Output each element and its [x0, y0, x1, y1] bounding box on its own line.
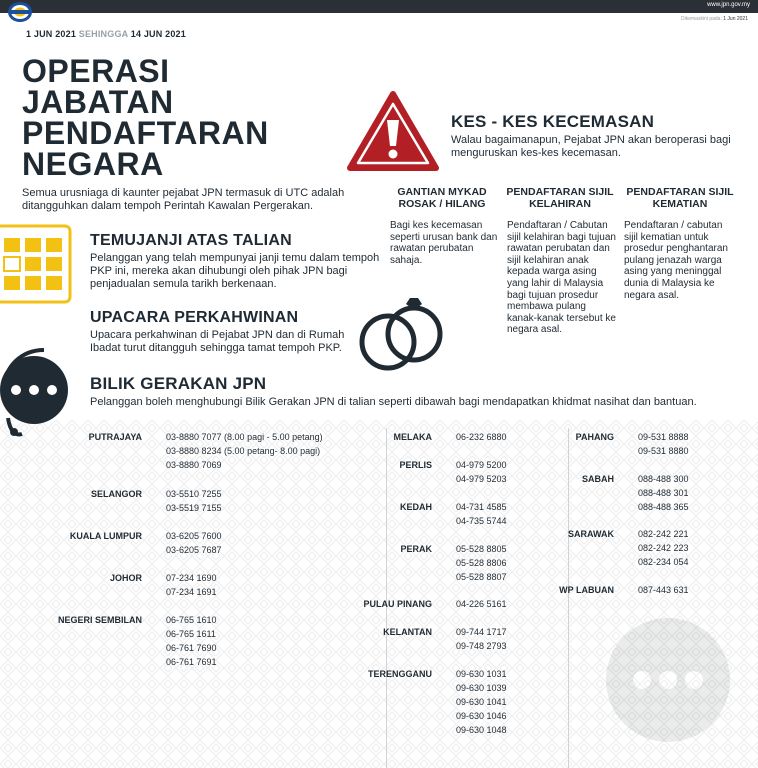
phone-number: 04-731 4585 — [456, 502, 507, 512]
contact-state: PULAU PINANG — [363, 599, 432, 609]
contact-phones — [166, 529, 222, 557]
phone-number: 088-488 300 — [638, 474, 689, 484]
contact-phones — [638, 583, 689, 597]
phone-number: 082-242 221 — [638, 529, 689, 539]
phone-number: 04-979 5200 — [456, 460, 507, 470]
contact-phones — [456, 667, 507, 737]
phone-number: 03-8880 8234 (5.00 petang- 8.00 pagi) — [166, 446, 321, 456]
calendar-icon — [0, 224, 72, 304]
contact-state: SABAH — [581, 474, 614, 484]
phone-number: 087-443 631 — [638, 585, 689, 595]
contact-state: KEDAH — [399, 502, 432, 512]
contact-state: PERLIS — [399, 460, 432, 470]
contact-state: PUTRAJAYA — [88, 432, 142, 442]
phone-number: 04-226 5161 — [456, 599, 507, 609]
contact-phones — [456, 542, 507, 584]
contact-state: MELAKA — [393, 432, 432, 442]
phone-number: 05-528 8807 — [456, 572, 507, 582]
phone-number: 06-232 6880 — [456, 432, 507, 442]
contact-phones — [638, 430, 689, 458]
appointment-heading: TEMUJANJI ATAS TALIAN — [90, 232, 292, 249]
phone-number: 06-765 1611 — [166, 629, 216, 639]
emergency-heading: KES - KES KECEMASAN — [451, 112, 655, 131]
emergency-text: Walau bagaimanapun, Pejabat JPN akan beroperasi bagi menguruskan kes-kes kecemasan. — [451, 134, 731, 159]
contact-phones — [166, 613, 217, 669]
phone-number: 03-8880 7077 (8.00 pagi - 5.00 petang) — [166, 432, 323, 442]
phone-number: 09-630 1048 — [456, 725, 507, 735]
contact-phones — [456, 597, 507, 611]
intro-text: Semua urusniaga di kaunter pejabat JPN termasuk di UTC adalah ditangguhkan dalam tempoh Perintah Kawalan Pergerakan. — [22, 187, 345, 212]
contact-state: PERAK — [400, 544, 432, 554]
phone-number: 03-5510 7255 — [166, 489, 222, 499]
emergency-col-birth-text: Pendaftaran / Cabutan sijil kelahiran bagi tujuan rawatan perubatan dan sijil kelahiran anak kepada warga asing yang lahir di Malaysia bagi tujuan prosedur membawa pulang kanak-kanak tersebut ke negara asal. — [507, 220, 616, 336]
contact-state: SARAWAK — [567, 529, 614, 539]
top-bar — [0, 0, 758, 13]
site-url: www.jpn.gov.my — [707, 2, 750, 8]
contact-phones — [166, 487, 222, 515]
phone-number: 03-6205 7687 — [166, 545, 222, 555]
updated-note: Dikemaskini pada: 1 Jun 2021 — [681, 16, 748, 22]
phone-number: 07-234 1690 — [166, 573, 217, 583]
contact-state: NEGERI SEMBILAN — [57, 615, 142, 625]
phone-number: 03-5519 7155 — [166, 503, 222, 513]
phone-number: 03-6205 7600 — [166, 531, 222, 541]
contact-phones — [456, 625, 507, 653]
contact-phones — [166, 571, 217, 599]
contact-phones — [638, 472, 689, 514]
contact-state: TERENGGANU — [367, 669, 432, 679]
phone-number: 09-630 1031 — [456, 669, 507, 679]
phone-number: 05-528 8805 — [456, 544, 507, 554]
watermark-chat-icon — [588, 600, 748, 760]
phone-number: 09-630 1041 — [456, 697, 507, 707]
phone-number: 09-744 1717 — [456, 627, 507, 637]
contact-phones — [456, 430, 507, 444]
contact-phones — [456, 500, 507, 528]
contact-state: PAHANG — [575, 432, 614, 442]
phone-number: 06-761 7690 — [166, 643, 217, 653]
phone-number: 082-234 054 — [638, 557, 689, 567]
phone-number: 09-748 2793 — [456, 641, 507, 651]
wedding-rings-icon — [356, 294, 446, 376]
phone-number: 06-761 7691 — [166, 657, 217, 667]
contact-phones — [166, 430, 323, 472]
emergency-col-birth-heading: PENDAFTARAN SIJIL KELAHIRAN — [506, 186, 614, 210]
phone-number: 082-242 223 — [638, 543, 689, 553]
phone-number: 09-531 8880 — [638, 446, 689, 456]
contact-phones — [456, 458, 507, 486]
page-title: OPERASI JABATAN PENDAFTARAN NEGARA — [22, 53, 269, 182]
contact-state: SELANGOR — [90, 489, 142, 499]
emergency-col-death-text: Pendaftaran / cabutan sijil kematian untuk prosedur penghantaran pulang jenazah warga asing yang meninggal dunia di Malaysia ke negara asal. — [624, 220, 728, 301]
phone-number: 09-630 1046 — [456, 711, 507, 721]
phone-number: 088-488 365 — [638, 502, 689, 512]
contact-state: KUALA LUMPUR — [69, 531, 142, 541]
phone-number: 03-8880 7069 — [166, 460, 222, 470]
wedding-heading: UPACARA PERKAHWINAN — [90, 309, 299, 326]
ops-room-heading: BILIK GERAKAN JPN — [90, 374, 267, 393]
phone-number: 06-765 1610 — [166, 615, 217, 625]
emergency-col-mykad-heading: GANTIAN MYKAD ROSAK / HILANG — [397, 186, 487, 210]
warning-triangle-icon — [346, 90, 440, 172]
phone-number: 09-630 1039 — [456, 683, 507, 693]
contact-state: WP LABUAN — [559, 585, 614, 595]
phone-number: 04-979 5203 — [456, 474, 507, 484]
phone-number: 04-735 5744 — [456, 516, 507, 526]
chat-headset-icon — [0, 344, 80, 440]
contact-phones — [638, 527, 689, 569]
phone-number: 05-528 8806 — [456, 558, 507, 568]
date-range: 1 JUN 2021 SEHINGGA 14 JUN 2021 — [26, 29, 186, 39]
phone-number: 09-531 8888 — [638, 432, 689, 442]
contact-state: KELANTAN — [383, 627, 432, 637]
emergency-col-mykad-text: Bagi kes kecemasan seperti urusan bank dan rawatan perubatan sahaja. — [390, 220, 498, 266]
wedding-text: Upacara perkahwinan di Pejabat JPN dan di Rumah Ibadat turut ditangguh sehingga tamat tempoh PKP. — [90, 329, 345, 354]
phone-number: 088-488 301 — [638, 488, 689, 498]
appointment-text: Pelanggan yang telah mempunyai janji temu dalam tempoh PKP ini, mereka akan dihubungi oleh pihak JPN bagi penjadualan semula tarikh berkenaan. — [90, 252, 380, 290]
phone-number: 07-234 1691 — [166, 587, 217, 597]
ops-room-text: Pelanggan boleh menghubungi Bilik Gerakan JPN di talian seperti dibawah bagi mendapatkan khidmat nasihat dan bantuan. — [90, 396, 697, 408]
emergency-col-death-heading: PENDAFTARAN SIJIL KEMATIAN — [626, 186, 734, 210]
jpn-logo — [6, 1, 34, 23]
column-divider — [386, 428, 387, 768]
contact-state: JOHOR — [109, 573, 142, 583]
